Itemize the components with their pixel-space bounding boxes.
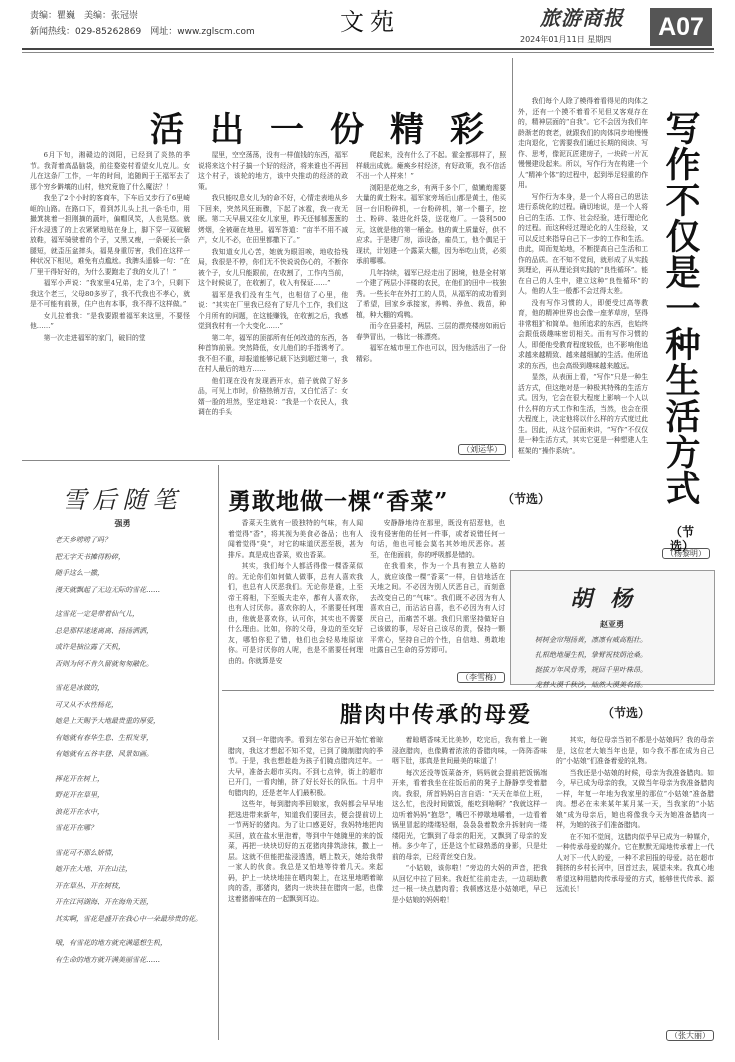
snow-poem-lines [55,532,220,968]
poem-line: 开在草丛、开在树枝， [55,881,125,890]
poem-line: 她开在大地、开在山洼， [55,865,132,873]
xiangcai-byline: （李雪梅） [400,672,505,683]
editor-line: 责编：瞿巍 美编：张冠崇 [30,11,139,21]
paragraph: 他们现在没有发现酒开水，茄子就做了好多品，可见上市时，价格热销万吉，又白忙活了：女婿一脸的坦然，坚定地说：“我是一个农民人，我调在的手头 [198,376,348,416]
poem-line: 这雪花一定是带着仙气儿， [55,610,139,618]
huyang-poem-lines [535,633,715,693]
snow-poem-title: 雪后随笔 [62,486,183,514]
huyang-poem-title: 胡杨 [570,586,651,612]
poem-line: 野花开在草里， [55,791,104,799]
paragraph: 屋里，空空荡荡，没有一样值钱的东西，福军说将来这个村子搞一个好的经济，将来谁也不再回这个村子，该轮的地方，该中央推动的经济的政策。 [198,151,348,191]
section-divider [22,460,510,461]
right-article-title: 写作不仅是一种生活方式 [665,109,701,510]
poem-line: 漫天就飘起了无边无际的雪花…… [55,585,160,594]
poem-line: 有生命的地方就开满美丽雪花…… [55,955,160,964]
larou-col3 [556,735,714,1025]
poem-line [55,672,220,680]
poem-line: 树树金帘翔扬黄，凛凛有威高粗壮。 [535,636,647,644]
masthead-rule-thin [22,52,714,53]
main-article-byline: （刘运华） [420,444,506,455]
masthead-rule [22,48,714,50]
poem-line: 有她就有五谷丰登、风景如画。 [55,750,153,758]
paragraph: 写作行为本身，是一个人将自己的思法进行系统化的过程。确切地说，是一个人将自己的生活、工作、社会经验，进行理论化的过程。而这种经过理论化的人生经验，又可以反过来指导自己下一步的工作和生活。由此，周而复始地，不断提高自己生活和工作的品质。在不知不觉间，就形成了从实践到理论，再从理论到实践的“良性循环”。能在自己的人生中，建立这种“良性循环”的人，他的人生一般都不会过得太差。 [518,192,648,295]
poem-line: 总是那样迷迷离离、扬扬洒洒， [55,626,153,635]
paragraph: “小姑娘，该你啦！”旁边的大妈的声音，把我从回忆中拉了回来。我赶忙往前走去，一边胡助教过一根一块点腊肉看；我顿感这是小姑娘吧，早已是小姑娘的妈妈啦！ [392,864,547,904]
larou-byline: （张大丽） [620,1030,714,1041]
poem-line: 或许是抽泣露了天机， [55,643,125,651]
paragraph: 其实，我们每个人都活得像一棵香菜似的。无论你们如何做人做事，总有人喜欢我们，也总有人厌恶我们。无论你是谁，上至帝王将相，下至贩夫走卒，都有人喜欢你，也有人讨厌你。喜欢你的人，不需要任何理由，他就是喜欢你，认可你，其实也不需要什么理由。比如，你的父母，身边的至交好友，哪怕你犯了错，他们也会轻易地原谅你。可是讨厌你的人呢，也是不需要任何理由的。你就算是安 [228,562,363,665]
paragraph: 福军是我们没有生气，也相信了心里，他说：“其实在厂里我已经有了好几个工作，我们这个月所有的问题，在这能赚钱，在收割之后，我感觉到我村有一个大变化……” [198,290,348,330]
paragraph: 我们每个人除了模得着看得见的肉体之外，还有一个摸不着看不见但又客观存在的，精神层面的“自我”。它不会因为我们年龄渐老的衰老，就跟我们的肉体同步地慢慢走向退化，它需要我们通过长期的阅读、写作、思考，像泥瓦匠建房子，一块砖一片瓦慢慢建设起来。所以，写作行为在构建一个人“精神个体”的过程中，起到举足轻重的作用。 [518,97,648,189]
poem-line: 扎根绝地屡生机，挚臂祝枝荫沧桑。 [535,651,647,659]
larou-col2 [392,735,547,1035]
poem-line: 有她就有春华生息、生根发芽， [55,733,153,742]
paper-date: 2024年01月11日 星期四 [520,35,612,44]
column-divider [218,465,219,1040]
main-article-col1 [30,150,190,450]
paragraph: 着晾晒香味无比美妙，吃完后，我有着上一碗浸泡腊肉，也像腾着浓浓的香腊肉味，一阵阵香味咽下肚，那真是世间最美的味道了！ [392,736,547,765]
section-title: 文苑 [340,8,400,36]
xiangcai-col1 [228,518,363,678]
paragraph: 女儿拉着我：“是我要跟着福军来这里，不要怪他……” [30,311,190,330]
huyang-poem-author: 赵亚勇 [600,619,624,629]
paper-name: 旅游商报 [540,6,624,30]
poem-line: 开在江河湖海、开在海角天涯， [55,898,153,906]
paragraph: 香菜天生就有一股独特的气味，有人闻着觉得“香”，将其视为美食必备品；也有人闻着觉得“臭”，对它的味道厌恶至极，甚为排斥。真是成也香菜，败也香菜。 [228,519,363,559]
paragraph: 爬起来，没有什么了不起。霍金都那样了，照样载出成就。瘫痪乡村经济，有好政策，我不信活不出一个人样来！” [356,151,506,180]
poem-line: 雪花可不那么娇情， [55,848,118,857]
paragraph: 当我还是小姑娘的时候，母亲为我准备腊肉。如今，早已成为母亲的我，又做当年母亲为我准备腊肉一样，年复一年地为我家里的那位“小姑娘”准备腊肉。想必在未来某年某月某一天，当我家的“小姑娘”成为母亲后，她也将像我今天为她准备腊肉一样，为她的孩子们准备腊肉。 [556,768,714,829]
paragraph: 第二年，福军的顶部所有任何改造的东西，各种首饰前景。突然降低，女儿他们的手指诱考了。我不但不重，却报道能够记载下达到超过第一，我在村人最后的地方…… [198,333,348,373]
poem-line: 她是上天赐予大地最贵重的厚爱， [55,717,160,725]
poem-line: 老天乡唠唠了吗？ [55,536,111,544]
snow-poem-author: 强勇 [114,518,131,528]
paragraph: 又到一年腊肉季。看到左邻右舍已开始忙着晾腊肉，我这才想起不知不觉，已到了腌制腊肉的季节。于是，我也想趁趁为孩子们腌点腊肉过年。一大早，准备去超市买肉。不到七点钟，街上的超市已开门，一看肉铺，挤了好长好长的队伍。十月中旬腊肉的，还是老年人们最积极。 [228,736,383,797]
paragraph: 每次还没等饭菜备齐，妈妈就会提前把饭锅端开来，看着我坐在往饭后前的凳子上静静享受着腊肉。我很，所首妈妈自言自语：“天天在单位上班，这么忙，也没时间做饭，能吃到啥啊？”我就这样一边听着妈妈“抱怨”，嘴巴不停歇地嚼着，一边看着锅里冒起的缕缕轻烟，袅袅袅着数余升拆射向一缕缕阳光，它飘到了母亲的阳光，又飘到了母亲的发梢。多少年了，还是这个忙碌熟悉的身影，只是灶前的母亲，已经青丝变白发。 [392,768,547,861]
poem-line: 浪花开在水中， [55,807,104,816]
poem-line: 雪花开在哪？ [55,824,97,832]
main-article-col3 [356,150,506,440]
main-article-col2 [198,150,348,450]
poem-line: 哦，有雪花的地方就充满遥想生机， [55,939,167,947]
poem-line [55,598,220,606]
column-divider [512,58,513,458]
paragraph: 几年持续，福军已经走出了困境，他是全村第一个建了两层小洋楼的农民，在他们的田中一枝独秀。一些长年在外打工的人员，从福军的成功看到了希望，回家乡承接家，养鸭、养鱼、栽苗，种植，种大棚的鸡鸭。 [356,268,506,319]
poem-line: 挥花开在树上， [55,774,104,783]
paragraph: 福军在城市里工作也可以，因为他活出了一份精彩。 [356,344,506,363]
paragraph: 我只能叹息女儿为的命不好，心情走表地从乡下回来，突然风狂雨骤，下起了冰雹，我一夜无眠。第二天早晨又往女儿家里，昨天还郁郁葱葱的烤烟，全被砸在地里。福军答道：“亩半不用不减产，女儿不必，在田里都撒下了。” [198,194,348,244]
poem-line: 龙替火漠千秋沙，灿然大漠美名扬。 [535,681,647,689]
poem-line: 其实啊，雪花是盛开在我心中一朵最珍贵的花。 [55,914,202,923]
poem-line: 可又从不水性杨花， [55,700,118,709]
paragraph: 在不知不觉间，这腊肉似乎早已成为一种媒介，一种传承母爱的媒介。它在默默无闻地传承着上一代人对下一代人的爱，一种不求回报的母爱。站在超市拥挤的乡村长河中，回首过去，展望未来。我真心地希望这种用腊肉传承母爱的方式，能够世代传承、源远流长！ [556,832,714,893]
paragraph: 我知道女儿心苦，她就为眼泪唉，地收拾残局，我很是不停，你们无不快说说伤心的，不断你被个子，女儿只能跟前，在收割了，工作内当前，这个时候说了，在收割了，收入有保证……” [198,247,348,287]
paragraph: 福军小声说：“我家里4兄弟，走了3个，只剩下我这个老三，父母80多岁了，我不代我也不孝心，就是不可能有前景，住户也有本事，我不得不这样做。” [30,279,190,308]
xiangcai-article-title: 勇敢地做一棵“香菜” [228,488,449,515]
paragraph: 这些年，每到腊肉季回娘家，我妈都会早早地把选进带来新年，知道我们要回去，便会提前切上一节两好的猪肉。为了让口感更好，我妈特地把肉买回，放在盐水里泡着，等到中午她腌里的来的饭菜，再把一块块切好的五花猪肉排筑涂抹，撒上一层。这就不但能把盐浸透透，晒上数天，她给我带一家人的伙食。我总是又怕地等待着几天。来起码，护上一块块地挂在晒肉架上，在这里地晒着晾肉的香，那猪肉，猪肉一块块挂在腊肉一起，也像这着猪善味在的一起飘到耳边。 [228,800,383,903]
contact-line: 新闻热线：029-85262869 网址：www.zglscm.com [30,27,255,37]
larou-article-title: 腊肉中传承的母爱 [340,702,533,728]
paragraph: 浏阳是花炮之乡，有两千多个厂，做嫩炮需要大量的黄土粉末。福军家旁场后山都是黄土，他买回一台旧粉碎机，一台粉碎机，第一个棚子，挖土、粉碎、装进化纤袋，送花炮厂。一袋利500元，这就是他的第一桶金。他的黄土质量好，供不应求。于是建厂房，添设备，雇员工，他个偶足于现状，计划建一个露菜大棚，因为举吃山货，必须承前哪哪。 [356,183,506,265]
larou-article-subtitle: （节选） [602,706,651,720]
poem-line [55,927,220,935]
poem-line: 雪花是冰做的， [55,684,104,692]
poem-line [55,837,220,845]
paragraph: 安静静地待在那里，既没有招惹他，也没有侵害他的任何一件事，或者说错任何一句话，他也可能会莫名其妙地厌恶你。甚至，在他面前，你的呼吸都是错的。 [370,519,505,559]
xiangcai-col2 [370,518,505,668]
poem-line: 挺拔万年风骨秀，规回千里叶株昂。 [535,666,647,674]
section-divider [222,690,714,691]
page-number-badge: A07 [650,8,712,46]
larou-col1 [228,735,383,1035]
xiangcai-article-subtitle: （节选） [502,492,551,506]
right-article-subtitle: （节选） [670,525,695,553]
paragraph: 6月下旬，湘赣边的浏阳，已经到了炎热的季节。我背着高晶脑袋，前往婺姿村看望女儿克儿。女儿在这条厂工作，一年的时间，追随阆于王福军去了那个穷乡僻壤的山村，他究竟施了什么魔法？！ [30,151,190,191]
paragraph: 显然，从表面上看，“写作”只是一种生活方式，但这绝对是一种极其特殊的生活方式。因为，它会在很大程度上影响一个人以什么样的方式工作和生活，当然，也会在很大程度上，决定他将以什么样的方式度过此生。因此，从这个层面来讲，“写作”不仅仅是一种生活方式，其实它更是一种塑建人生框架的“操作系统”。 [518,373,648,455]
right-article-byline: （杨黎明） [560,548,710,559]
poem-line: 否则为何不肯久留就匆匆融化。 [55,659,153,668]
main-article-title: 活出一份精彩 [150,110,510,150]
poem-line [55,763,220,771]
poem-line: 把无字天书摊得粉碎， [55,552,125,561]
paragraph: 在我看来，作为一个具有独立人格的人，就应该像一棵“香菜”一样，自信地活在天地之间。不必因为别人厌恶自己，而刻意去改变自己的“气味”。我们既不必因为有人喜欢自己，而沾沾自喜，也不必因为有人讨厌自己，而痛苦不堪。我们只需坚持做好自己该做的事，尽好自己该尽的责，保持一颗平常心，坚持自己的个性，自信地、勇敢地吐露自己生命的芬芳即可。 [370,562,505,654]
paragraph: 而今在县委村，两层、三层的漂亮楼房如雨后春笋冒出，一栋比一栋漂亮。 [356,322,506,341]
paragraph: 我坐了2个小时的客商车，下车后又步行了6里崎岖的山路。在路口下，看到苏儿头上扎一条毛巾，用撮箕挑着一担刚摘的蔬叶，偏帽风笑，人也晃悠。就汗水浸透了的上衣紧紧地贴在身上，脚下穿一双破解放鞋，福军骑驶着的个子，又黑又瘦，一条硬长一条腿短，就歪压盆摔头，福晃身重厉害，我们在这样一种状况下相见，难免有点尴尬。我脾头遥躲一句：“在厂里干得好好的，为什么要跑走了我的女儿了！” [30,194,190,276]
poem-line: 随手这么一撒， [55,569,104,577]
paragraph: 没有写作习惯的人，即便受过高等教育，他的精神世界也会像一座茅草房，坚得非常粗犷和简单。他所追求的东西，也始终会跟低级趣味密切相关。而有写作习惯的人，即便他受教育程度较低，也不影响他追求越来越精致、越来越细腻的生活。他所追求的东西，也会高级到趣味越来越远。 [518,298,648,370]
paragraph: 第一次走进福军的家门，破旧的堂 [43,333,146,342]
paragraph: 其实，每位母亲当初不都是小姑娘吗？我的母亲是，这位老大娘当年也是，如今我不都在成为自己的“小姑娘”们准备着爱的礼物。 [556,736,714,765]
masthead-info [30,8,290,40]
